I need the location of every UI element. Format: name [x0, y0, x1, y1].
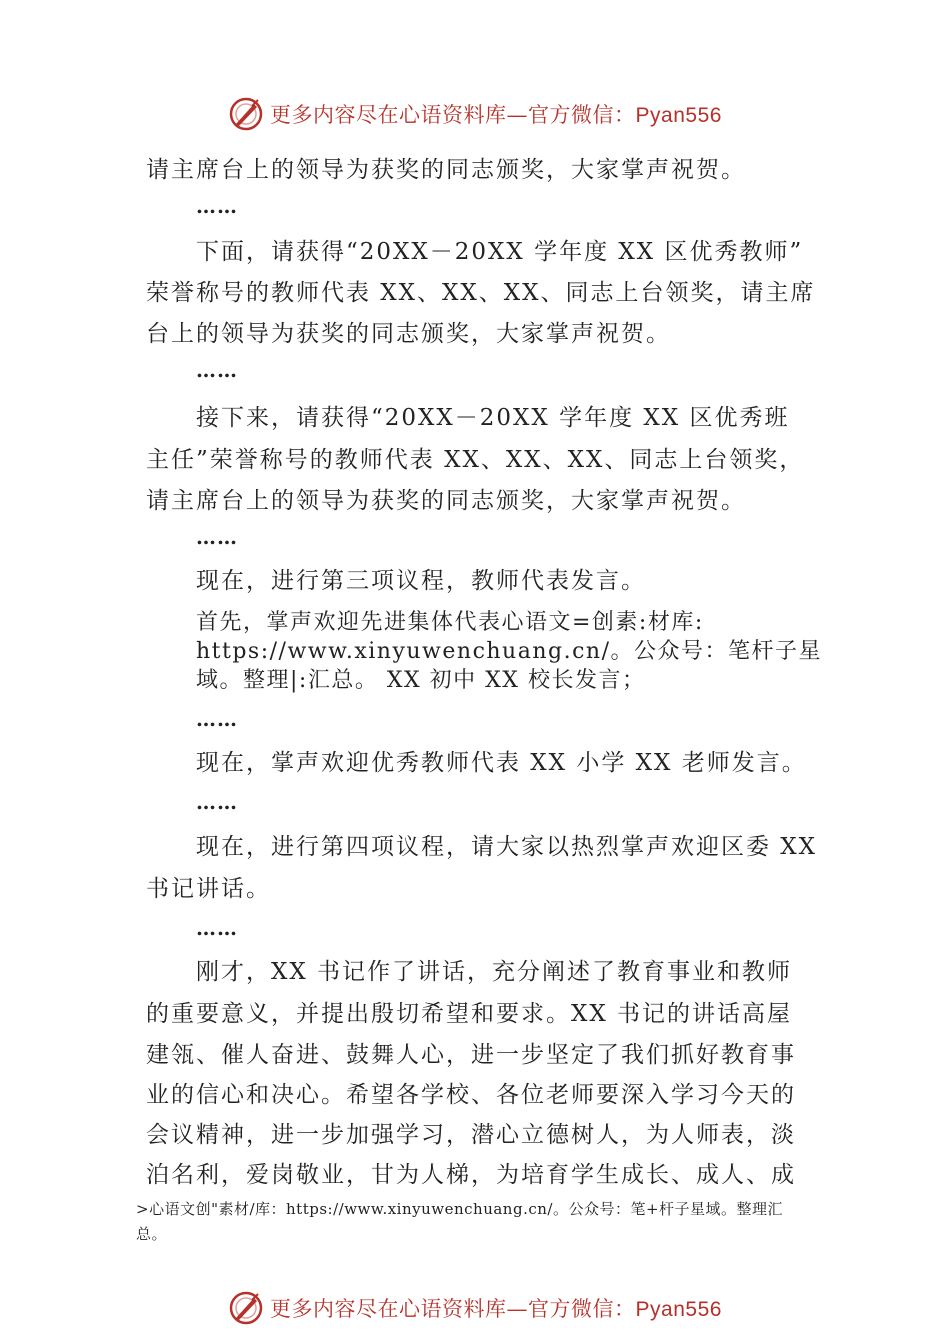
paragraph-line: https://www.xinyuwenchuang.cn/。公众号：笔杆子星	[196, 639, 822, 664]
banner-wechat-id: Pyan556	[635, 1298, 722, 1321]
paragraph-line: 业的信心和决心。希望各学校、各位老师要深入学习今天的	[146, 1082, 796, 1108]
paragraph-line: 下面，请获得“20XX－20XX 学年度 XX 区优秀教师”	[196, 239, 804, 265]
banner-text	[270, 99, 722, 129]
paragraph-line: 的重要意义，并提出殷切希望和要求。XX 书记的讲话高屋	[146, 1001, 793, 1027]
paragraph-line: 台上的领导为获奖的同志颁奖，大家掌声祝贺。	[146, 321, 671, 347]
paragraph-line: 请主席台上的领导为获奖的同志颁奖，大家掌声祝贺。	[146, 488, 746, 514]
banner-dash: —	[506, 103, 529, 127]
ellipsis: ……	[196, 916, 238, 940]
paragraph-line: 建瓴、催人奋进、鼓舞人心，进一步坚定了我们抓好教育事	[146, 1042, 796, 1068]
paragraph-line: 刚才，XX 书记作了讲话，充分阐述了教育事业和教师	[196, 959, 793, 985]
banner-wechat-label: 官方微信：	[528, 1297, 636, 1321]
ellipsis: ……	[196, 358, 238, 382]
ellipsis: ……	[196, 790, 238, 814]
banner-dash: —	[506, 1297, 529, 1321]
paragraph-line: 现在，进行第三项议程，教师代表发言。	[196, 568, 646, 594]
banner-text	[270, 1293, 722, 1323]
paragraph-line: 现在，掌声欢迎优秀教师代表 XX 小学 XX 老师发言。	[196, 750, 807, 776]
paragraph-line: 主任”荣誉称号的教师代表 XX、XX、XX、同志上台领奖，	[146, 447, 805, 473]
banner-wechat-id: Pyan556	[635, 104, 722, 127]
quill-logo-icon	[228, 96, 264, 132]
paragraph-line: 域。整理|:汇总。 XX 初中 XX 校长发言；	[196, 668, 646, 693]
ellipsis: ……	[196, 525, 238, 549]
paragraph-line: 请主席台上的领导为获奖的同志颁奖，大家掌声祝贺。	[146, 157, 746, 183]
paragraph-line: 现在，进行第四项议程，请大家以热烈掌声欢迎区委 XX	[196, 834, 818, 860]
paragraph-line: 首先，掌声欢迎先进集体代表心语文=创素:材库:	[196, 610, 704, 635]
header-banner	[0, 94, 950, 134]
paragraph-line: 荣誉称号的教师代表 XX、XX、XX、同志上台领奖，请主席	[146, 280, 816, 306]
footnote-line: 总。	[136, 1225, 168, 1243]
banner-title: 更多内容尽在心语资料库	[270, 1297, 507, 1321]
quill-logo-icon	[228, 1290, 264, 1326]
paragraph-line: 泊名利，爱岗敬业，甘为人梯，为培育学生成长、成人、成	[146, 1162, 796, 1188]
paragraph-line: 书记讲话。	[146, 876, 271, 902]
paragraph-line: 接下来，请获得“20XX－20XX 学年度 XX 区优秀班	[196, 405, 790, 431]
ellipsis: ……	[196, 707, 238, 731]
banner-title: 更多内容尽在心语资料库	[270, 103, 507, 127]
footer-banner	[0, 1288, 950, 1328]
ellipsis: ……	[196, 194, 238, 218]
paragraph-line: 会议精神，进一步加强学习，潜心立德树人，为人师表，淡	[146, 1122, 796, 1148]
banner-wechat-label: 官方微信：	[528, 103, 636, 127]
footnote-line: >心语文创"素材/库：https://www.xinyuwenchuang.cn/。公众号：笔+杆子星域。整理汇	[136, 1200, 784, 1218]
